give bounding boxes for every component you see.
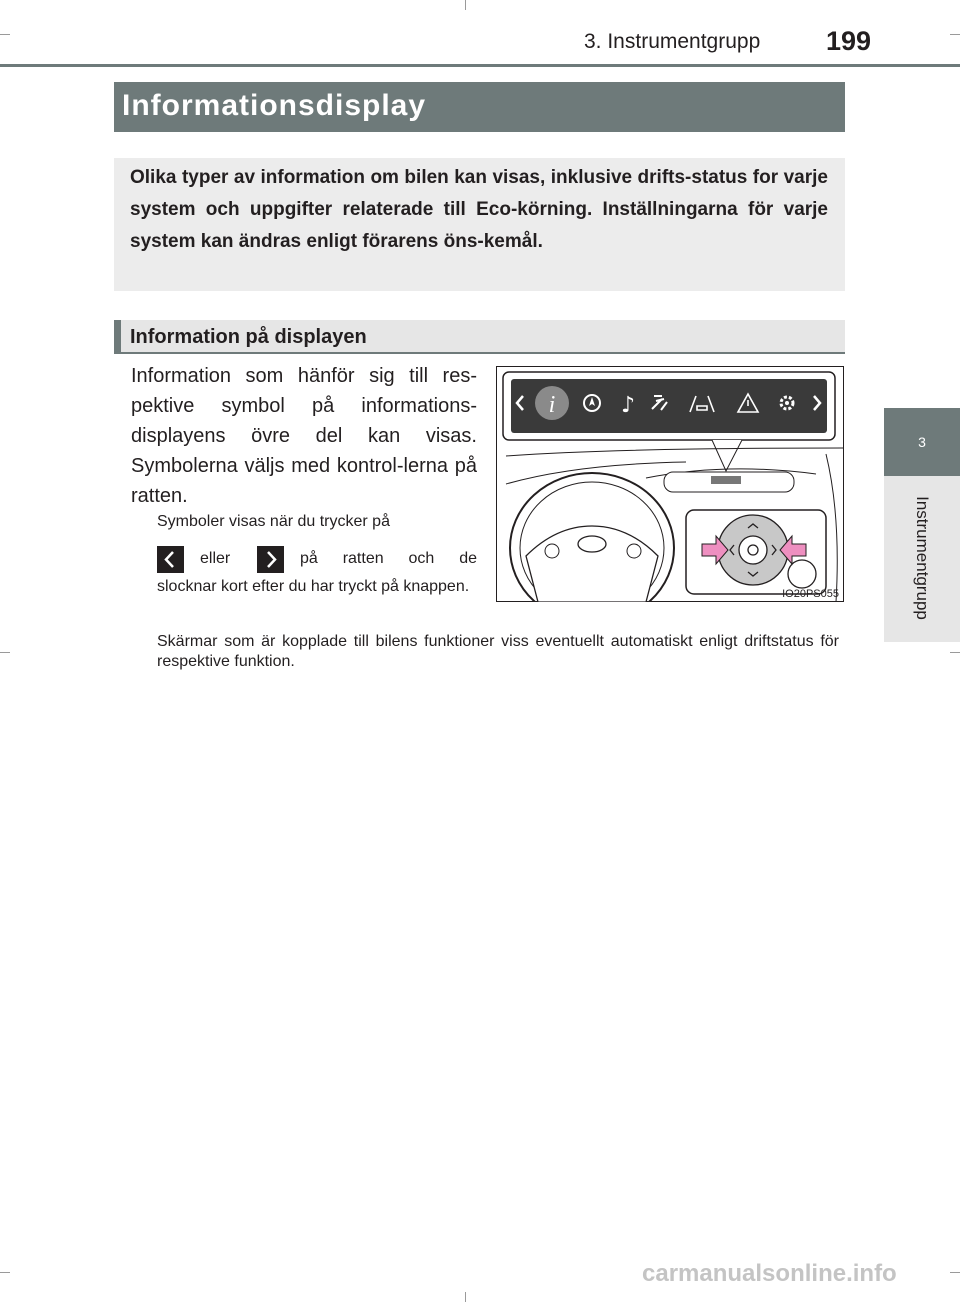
page-title: Informationsdisplay (122, 89, 427, 122)
svg-text:♪: ♪ (620, 393, 636, 418)
intro-text: Olika typer av information om bilen kan visas, inklusive drifts-status for varje system och uppgifter relaterade till Eco-körning. Inställningarna för varje system kan ändras enligt förarens öns-kemål. (130, 167, 828, 252)
crop-mark (0, 1272, 10, 1273)
note-text: Symboler visas när du trycker på (157, 513, 390, 530)
watermark: carmanualsonline.info (642, 1260, 897, 1287)
crop-mark (0, 34, 10, 35)
body-paragraph: Information som hänför sig till res-pektive symbol på informations-displayens övre del kan visas. Symbolerna väljs med kontrol-lerna på ratten. (131, 365, 477, 507)
crop-mark (950, 652, 960, 653)
section-heading-accent (114, 320, 121, 354)
steering-wheel-illustration (496, 366, 844, 602)
section-heading-underline (114, 352, 845, 354)
note-text-2: Skärmar som är kopplade till bilens funktioner viss eventuellt automatiskt enligt driftstatus för respektive funktion. (157, 633, 839, 670)
crop-mark (950, 1272, 960, 1273)
side-tab-number: 3 (884, 408, 960, 476)
chevron-right-icon (257, 546, 284, 573)
crop-mark (465, 1292, 466, 1302)
chevron-left-icon (157, 546, 184, 573)
note-text-rest: slocknar kort efter du har tryckt på knappen. (157, 578, 470, 595)
crop-mark (0, 652, 10, 653)
chapter-title: 3. Instrumentgrupp (584, 30, 761, 53)
crop-mark (465, 0, 466, 10)
intro-box (114, 158, 845, 291)
music-note-icon (621, 393, 635, 418)
side-tab-label: Instrumentgrupp (913, 496, 932, 620)
figure-code: IO20PS055 (782, 588, 839, 600)
section-heading: Information på displayen (130, 326, 367, 348)
info-icon (535, 386, 569, 420)
title-bar (114, 82, 845, 132)
page-number: 199 (826, 26, 872, 56)
note-word-on: på ratten och de (300, 550, 477, 567)
crop-mark (950, 34, 960, 35)
note-word-or: eller (200, 550, 231, 567)
section-heading-bar (114, 320, 845, 354)
header-rule (0, 64, 960, 67)
svg-text:i: i (548, 392, 556, 418)
